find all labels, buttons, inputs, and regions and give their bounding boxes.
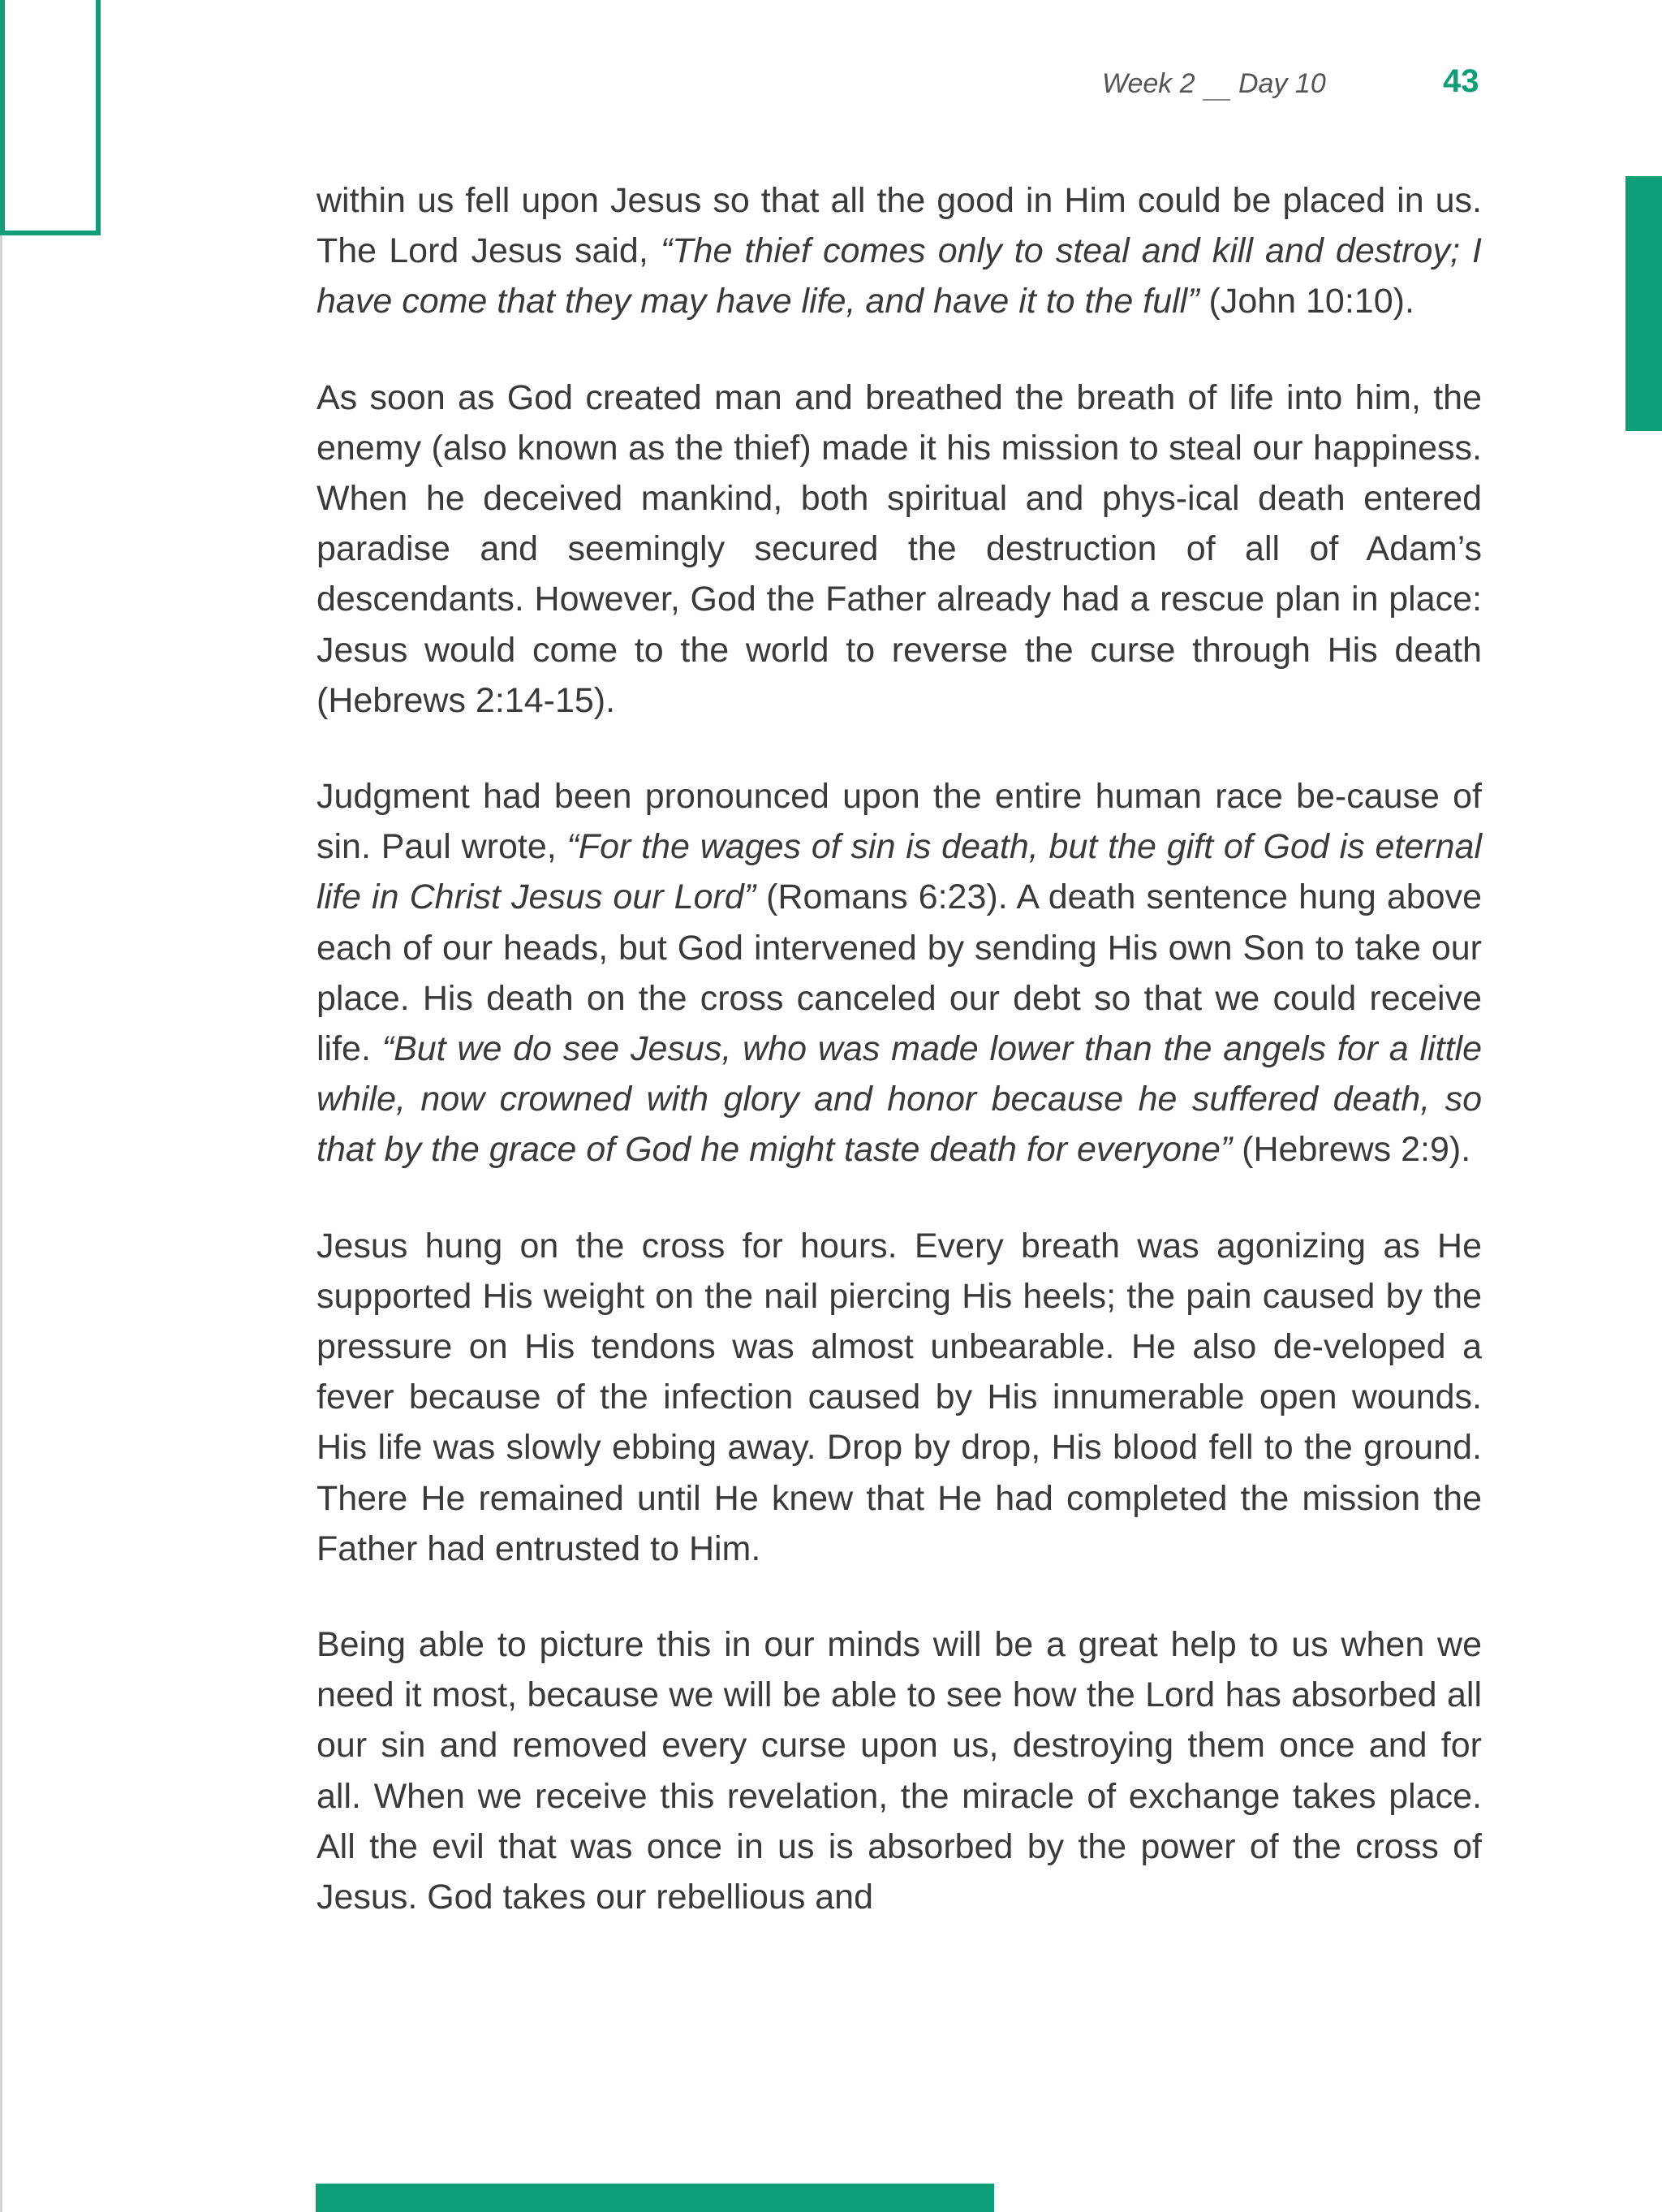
scripture-quote: “For the wages of sin is death, but the gift of God is eternal life in Christ Jesus our Lord” <box>316 827 1482 917</box>
paragraph-text: As soon as God created man and breathed the breath of life into him, the enemy (also known as the thief) made it his mission to steal our happiness. When he deceived mankind, both spiritual and phys-ical death entered paradise and seemingly secured the destruction of all of Adam’s descendants. However, God the Father already had a rescue plan in place: Jesus would come to the world to reverse the curse through His death (Hebrews 2:14-15). <box>316 377 1482 720</box>
scripture-quote: “The thief comes only to steal and kill and destroy; I have come that they may have life, and have it to the full” <box>316 231 1482 321</box>
header-separator <box>1203 99 1230 101</box>
paragraph-text: Jesus hung on the cross for hours. Every breath was agonizing as He supported His weight on the nail piercing His heels; the pain caused by the pressure on His tendons was almost unbearable. He also de-veloped a fever because of the infection caused by His innumerable open wounds. His life was slowly ebbing away. Drop by drop, His blood fell to the ground. There He remained until He knew that He had completed the mission the Father had entrusted to Him. <box>316 1226 1482 1568</box>
paragraph-text: (Romans 6:23). A death sentence hung above each of our heads, but God intervened by sending His own Son to take our place. His death on the cross canceled our debt so that we could receive life. <box>316 877 1482 1069</box>
paragraph-text: Judgment had been pronounced upon the entire human race be-cause of sin. Paul wrote, <box>316 777 1482 867</box>
header-day-label: Day 10 <box>1238 68 1326 99</box>
corner-frame-decoration <box>0 0 101 235</box>
paragraph-text: (Hebrews 2:9). <box>1232 1130 1471 1170</box>
paragraph-text: (John 10:10). <box>1199 282 1414 321</box>
running-header <box>1055 63 1485 112</box>
paragraph-3 <box>316 771 1482 1175</box>
scripture-quote: “But we do see Jesus, who was made lower than the angels for a little while, now crowned with glory and honor because he suffered death, so that by the grace of God he might taste death for everyone” <box>316 1029 1482 1170</box>
body-text <box>316 175 1482 1968</box>
paragraph-text: Being able to picture this in our minds will be a great help to us when we need it most, because we will be able to see how the Lord has absorbed all our sin and removed every curse upon us, destroying them once and for all. When we receive this revelation, the miracle of exchange takes place. All the evil that was once in us is absorbed by the power of the cross of Jesus. God takes our rebellious and <box>316 1625 1482 1917</box>
page-left-edge <box>0 0 2 2212</box>
paragraph-2 <box>316 373 1482 726</box>
paragraph-1 <box>316 175 1482 327</box>
paragraph-5 <box>316 1619 1482 1922</box>
footer-bar-decoration <box>316 2184 994 2212</box>
paragraph-text: within us fell upon Jesus so that all the good in Him could be placed in us. The Lord Jesus said, <box>316 181 1482 271</box>
page-number: 43 <box>1443 63 1479 99</box>
chapter-tab-marker <box>1625 176 1662 431</box>
header-week-label: Week 2 <box>1102 68 1195 99</box>
paragraph-4 <box>316 1221 1482 1574</box>
